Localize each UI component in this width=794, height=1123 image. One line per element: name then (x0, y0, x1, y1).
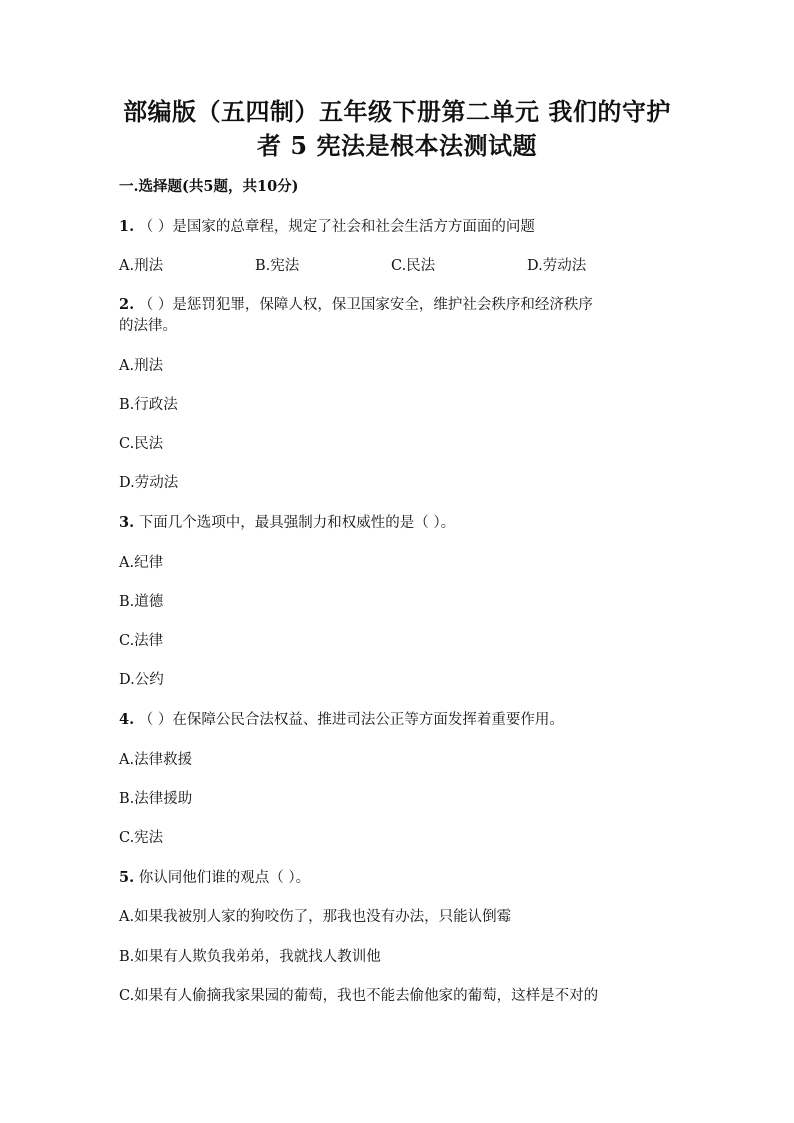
option-b: B.法律援助 (119, 791, 193, 807)
question-text: 你认同他们谁的观点（ ）。 (138, 870, 311, 886)
option-a: A.如果我被别人家的狗咬伤了，那我也没有办法，只能认倒霉 (119, 909, 512, 925)
question-3 (119, 512, 455, 534)
question-2 (119, 294, 593, 316)
option-c: C.民法 (391, 258, 436, 274)
document-title-line-1: 部编版（五四制）五年级下册第二单元 我们的守护 (123, 97, 671, 126)
question-number: 2. (119, 296, 135, 313)
question-2-text-continued: 的法律。 (119, 318, 177, 334)
question-number: 4. (119, 711, 135, 728)
option-c: C.法律 (119, 633, 164, 649)
section-heading: 一.选择题(共5题，共10分) (119, 178, 299, 195)
option-a: A.刑法 (119, 258, 164, 274)
option-d: D.劳动法 (527, 258, 587, 274)
option-c: C.宪法 (119, 830, 164, 846)
option-b: B.如果有人欺负我弟弟，我就找人教训他 (119, 949, 381, 965)
question-1 (119, 216, 535, 238)
option-d: D.劳动法 (119, 475, 179, 491)
option-a: A.刑法 (119, 358, 164, 374)
question-number: 1. (119, 218, 135, 235)
document-title-line-2: 者 5 宪法是根本法测试题 (257, 131, 537, 160)
option-a: A.纪律 (119, 555, 164, 571)
question-text: （ ）在保障公民合法权益、推进司法公正等方面发挥着重要作用。 (138, 712, 564, 728)
question-text: （ ）是惩罚犯罪，保障人权，保卫国家安全，维护社会秩序和经济秩序 (138, 297, 593, 313)
option-a: A.法律救援 (119, 752, 193, 768)
option-d: D.公约 (119, 672, 164, 688)
option-b: B.行政法 (119, 397, 178, 413)
question-text: （ ）是国家的总章程，规定了社会和社会生活方方面面的问题 (138, 219, 535, 235)
option-c: C.民法 (119, 436, 164, 452)
option-c: C.如果有人偷摘我家果园的葡萄，我也不能去偷他家的葡萄，这样是不对的 (119, 988, 599, 1004)
option-b: B.道德 (119, 594, 164, 610)
question-5 (119, 867, 310, 889)
question-1-options (119, 255, 679, 277)
option-b: B.宪法 (255, 258, 300, 274)
question-text: 下面几个选项中，最具强制力和权威性的是（ ）。 (138, 515, 456, 531)
question-number: 5. (119, 869, 135, 886)
question-number: 3. (119, 514, 135, 531)
question-4 (119, 709, 564, 731)
